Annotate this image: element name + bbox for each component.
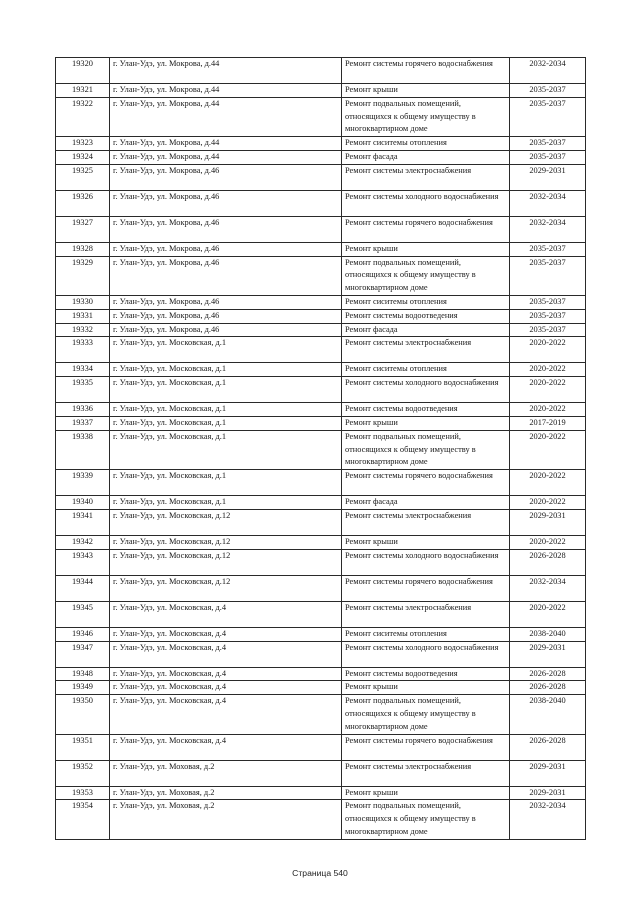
work-type-cell: Ремонт системы водоотведения bbox=[342, 667, 510, 681]
address-cell: г. Улан-Удэ, ул. Московская, д.4 bbox=[110, 681, 342, 695]
work-type-cell: Ремонт системы горячего водоснабжения bbox=[342, 470, 510, 496]
work-type-cell: Ремонт системы холодного водоснабжения bbox=[342, 549, 510, 575]
period-cell: 2029-2031 bbox=[510, 164, 586, 190]
row-id-cell: 19327 bbox=[56, 216, 110, 242]
work-type-cell: Ремонт сиситемы отопления bbox=[342, 627, 510, 641]
row-id-cell: 19342 bbox=[56, 535, 110, 549]
table-row bbox=[56, 786, 586, 800]
period-cell: 2017-2019 bbox=[510, 416, 586, 430]
row-id-cell: 19348 bbox=[56, 667, 110, 681]
table-row bbox=[56, 295, 586, 309]
address-cell: г. Улан-Удэ, ул. Мокрова, д.44 bbox=[110, 137, 342, 151]
work-type-cell: Ремонт системы холодного водоснабжения bbox=[342, 641, 510, 667]
work-type-cell: Ремонт системы водоотведения bbox=[342, 403, 510, 417]
row-id-cell: 19338 bbox=[56, 430, 110, 469]
work-type-cell: Ремонт крыши bbox=[342, 681, 510, 695]
work-type-cell: Ремонт крыши bbox=[342, 786, 510, 800]
period-cell: 2035-2037 bbox=[510, 242, 586, 256]
address-cell: г. Улан-Удэ, ул. Мокрова, д.46 bbox=[110, 323, 342, 337]
work-type-cell: Ремонт системы горячего водоснабжения bbox=[342, 58, 510, 84]
address-cell: г. Улан-Удэ, ул. Московская, д.4 bbox=[110, 627, 342, 641]
period-cell: 2026-2028 bbox=[510, 667, 586, 681]
address-cell: г. Улан-Удэ, ул. Мокрова, д.46 bbox=[110, 216, 342, 242]
work-type-cell: Ремонт подвальных помещений, относящихся к общему имуществу в многоквартирном доме bbox=[342, 695, 510, 734]
work-type-cell: Ремонт системы электроснабжения bbox=[342, 337, 510, 363]
address-cell: г. Улан-Удэ, ул. Московская, д.4 bbox=[110, 667, 342, 681]
row-id-cell: 19343 bbox=[56, 549, 110, 575]
table-row bbox=[56, 681, 586, 695]
table-row bbox=[56, 377, 586, 403]
address-cell: г. Улан-Удэ, ул. Моховая, д.2 bbox=[110, 760, 342, 786]
row-id-cell: 19350 bbox=[56, 695, 110, 734]
period-cell: 2032-2034 bbox=[510, 216, 586, 242]
address-cell: г. Улан-Удэ, ул. Мокрова, д.46 bbox=[110, 164, 342, 190]
table-row bbox=[56, 470, 586, 496]
table-row bbox=[56, 323, 586, 337]
work-type-cell: Ремонт сиситемы отопления bbox=[342, 363, 510, 377]
work-type-cell: Ремонт системы электроснабжения bbox=[342, 509, 510, 535]
work-type-cell: Ремонт системы горячего водоснабжения bbox=[342, 216, 510, 242]
row-id-cell: 19349 bbox=[56, 681, 110, 695]
row-id-cell: 19329 bbox=[56, 256, 110, 295]
address-cell: г. Улан-Удэ, ул. Московская, д.4 bbox=[110, 695, 342, 734]
row-id-cell: 19320 bbox=[56, 58, 110, 84]
table-row bbox=[56, 403, 586, 417]
work-type-cell: Ремонт крыши bbox=[342, 535, 510, 549]
table-row bbox=[56, 760, 586, 786]
address-cell: г. Улан-Удэ, ул. Московская, д.1 bbox=[110, 363, 342, 377]
work-type-cell: Ремонт системы холодного водоснабжения bbox=[342, 377, 510, 403]
work-type-cell: Ремонт системы холодного водоснабжения bbox=[342, 190, 510, 216]
row-id-cell: 19324 bbox=[56, 150, 110, 164]
table-row bbox=[56, 309, 586, 323]
table-row bbox=[56, 58, 586, 84]
period-cell: 2020-2022 bbox=[510, 337, 586, 363]
address-cell: г. Улан-Удэ, ул. Моховая, д.2 bbox=[110, 800, 342, 839]
address-cell: г. Улан-Удэ, ул. Мокрова, д.46 bbox=[110, 256, 342, 295]
address-cell: г. Улан-Удэ, ул. Мокрова, д.46 bbox=[110, 309, 342, 323]
table-row bbox=[56, 509, 586, 535]
table-row bbox=[56, 667, 586, 681]
table-row bbox=[56, 416, 586, 430]
row-id-cell: 19334 bbox=[56, 363, 110, 377]
period-cell: 2020-2022 bbox=[510, 601, 586, 627]
table-row bbox=[56, 256, 586, 295]
row-id-cell: 19330 bbox=[56, 295, 110, 309]
address-cell: г. Улан-Удэ, ул. Московская, д.1 bbox=[110, 377, 342, 403]
work-type-cell: Ремонт подвальных помещений, относящихся к общему имуществу в многоквартирном доме bbox=[342, 97, 510, 136]
row-id-cell: 19321 bbox=[56, 84, 110, 98]
period-cell: 2032-2034 bbox=[510, 575, 586, 601]
work-type-cell: Ремонт фасада bbox=[342, 323, 510, 337]
row-id-cell: 19344 bbox=[56, 575, 110, 601]
period-cell: 2029-2031 bbox=[510, 509, 586, 535]
address-cell: г. Улан-Удэ, ул. Мокрова, д.44 bbox=[110, 150, 342, 164]
period-cell: 2020-2022 bbox=[510, 496, 586, 510]
period-cell: 2029-2031 bbox=[510, 760, 586, 786]
row-id-cell: 19323 bbox=[56, 137, 110, 151]
table-row bbox=[56, 575, 586, 601]
page-number: Страница 540 bbox=[292, 868, 348, 878]
row-id-cell: 19332 bbox=[56, 323, 110, 337]
table-row bbox=[56, 800, 586, 839]
row-id-cell: 19346 bbox=[56, 627, 110, 641]
period-cell: 2020-2022 bbox=[510, 363, 586, 377]
period-cell: 2038-2040 bbox=[510, 627, 586, 641]
row-id-cell: 19347 bbox=[56, 641, 110, 667]
work-type-cell: Ремонт крыши bbox=[342, 84, 510, 98]
period-cell: 2020-2022 bbox=[510, 403, 586, 417]
work-type-cell: Ремонт системы электроснабжения bbox=[342, 164, 510, 190]
work-type-cell: Ремонт системы горячего водоснабжения bbox=[342, 734, 510, 760]
address-cell: г. Улан-Удэ, ул. Мокрова, д.46 bbox=[110, 190, 342, 216]
work-type-cell: Ремонт сиситемы отопления bbox=[342, 295, 510, 309]
period-cell: 2026-2028 bbox=[510, 734, 586, 760]
row-id-cell: 19336 bbox=[56, 403, 110, 417]
period-cell: 2029-2031 bbox=[510, 641, 586, 667]
table-row bbox=[56, 496, 586, 510]
period-cell: 2035-2037 bbox=[510, 97, 586, 136]
period-cell: 2035-2037 bbox=[510, 137, 586, 151]
address-cell: г. Улан-Удэ, ул. Московская, д.1 bbox=[110, 496, 342, 510]
period-cell: 2020-2022 bbox=[510, 377, 586, 403]
table-row bbox=[56, 363, 586, 377]
period-cell: 2032-2034 bbox=[510, 800, 586, 839]
period-cell: 2026-2028 bbox=[510, 681, 586, 695]
address-cell: г. Улан-Удэ, ул. Московская, д.12 bbox=[110, 549, 342, 575]
table-row bbox=[56, 242, 586, 256]
address-cell: г. Улан-Удэ, ул. Московская, д.12 bbox=[110, 535, 342, 549]
address-cell: г. Улан-Удэ, ул. Мокрова, д.44 bbox=[110, 97, 342, 136]
table-row bbox=[56, 549, 586, 575]
address-cell: г. Улан-Удэ, ул. Мокрова, д.44 bbox=[110, 58, 342, 84]
period-cell: 2035-2037 bbox=[510, 150, 586, 164]
row-id-cell: 19354 bbox=[56, 800, 110, 839]
period-cell: 2035-2037 bbox=[510, 84, 586, 98]
work-type-cell: Ремонт фасада bbox=[342, 496, 510, 510]
period-cell: 2035-2037 bbox=[510, 256, 586, 295]
address-cell: г. Улан-Удэ, ул. Московская, д.12 bbox=[110, 509, 342, 535]
work-type-cell: Ремонт подвальных помещений, относящихся к общему имуществу в многоквартирном доме bbox=[342, 430, 510, 469]
table-row bbox=[56, 601, 586, 627]
repair-schedule-table bbox=[55, 57, 586, 840]
table-row bbox=[56, 337, 586, 363]
table-row bbox=[56, 535, 586, 549]
period-cell: 2020-2022 bbox=[510, 470, 586, 496]
period-cell: 2029-2031 bbox=[510, 786, 586, 800]
row-id-cell: 19326 bbox=[56, 190, 110, 216]
work-type-cell: Ремонт системы электроснабжения bbox=[342, 601, 510, 627]
address-cell: г. Улан-Удэ, ул. Московская, д.1 bbox=[110, 430, 342, 469]
work-type-cell: Ремонт фасада bbox=[342, 150, 510, 164]
address-cell: г. Улан-Удэ, ул. Московская, д.12 bbox=[110, 575, 342, 601]
table-row bbox=[56, 84, 586, 98]
row-id-cell: 19353 bbox=[56, 786, 110, 800]
period-cell: 2038-2040 bbox=[510, 695, 586, 734]
address-cell: г. Улан-Удэ, ул. Мокрова, д.46 bbox=[110, 295, 342, 309]
address-cell: г. Улан-Удэ, ул. Мокрова, д.46 bbox=[110, 242, 342, 256]
table-row bbox=[56, 216, 586, 242]
work-type-cell: Ремонт подвальных помещений, относящихся к общему имуществу в многоквартирном доме bbox=[342, 256, 510, 295]
address-cell: г. Улан-Удэ, ул. Московская, д.4 bbox=[110, 641, 342, 667]
address-cell: г. Улан-Удэ, ул. Московская, д.1 bbox=[110, 337, 342, 363]
work-type-cell: Ремонт системы электроснабжения bbox=[342, 760, 510, 786]
address-cell: г. Улан-Удэ, ул. Московская, д.4 bbox=[110, 734, 342, 760]
table-row bbox=[56, 97, 586, 136]
period-cell: 2035-2037 bbox=[510, 309, 586, 323]
table-row bbox=[56, 190, 586, 216]
table-row bbox=[56, 164, 586, 190]
row-id-cell: 19331 bbox=[56, 309, 110, 323]
row-id-cell: 19335 bbox=[56, 377, 110, 403]
period-cell: 2032-2034 bbox=[510, 58, 586, 84]
address-cell: г. Улан-Удэ, ул. Моховая, д.2 bbox=[110, 786, 342, 800]
period-cell: 2035-2037 bbox=[510, 323, 586, 337]
row-id-cell: 19345 bbox=[56, 601, 110, 627]
table-row bbox=[56, 627, 586, 641]
work-type-cell: Ремонт сиситемы отопления bbox=[342, 137, 510, 151]
period-cell: 2035-2037 bbox=[510, 295, 586, 309]
table-row bbox=[56, 734, 586, 760]
table-row bbox=[56, 695, 586, 734]
row-id-cell: 19325 bbox=[56, 164, 110, 190]
work-type-cell: Ремонт системы горячего водоснабжения bbox=[342, 575, 510, 601]
row-id-cell: 19351 bbox=[56, 734, 110, 760]
row-id-cell: 19340 bbox=[56, 496, 110, 510]
table-row bbox=[56, 150, 586, 164]
address-cell: г. Улан-Удэ, ул. Мокрова, д.44 bbox=[110, 84, 342, 98]
address-cell: г. Улан-Удэ, ул. Московская, д.1 bbox=[110, 403, 342, 417]
period-cell: 2026-2028 bbox=[510, 549, 586, 575]
row-id-cell: 19341 bbox=[56, 509, 110, 535]
row-id-cell: 19322 bbox=[56, 97, 110, 136]
period-cell: 2020-2022 bbox=[510, 430, 586, 469]
row-id-cell: 19333 bbox=[56, 337, 110, 363]
row-id-cell: 19339 bbox=[56, 470, 110, 496]
row-id-cell: 19328 bbox=[56, 242, 110, 256]
table-body bbox=[56, 58, 586, 840]
address-cell: г. Улан-Удэ, ул. Московская, д.4 bbox=[110, 601, 342, 627]
period-cell: 2020-2022 bbox=[510, 535, 586, 549]
work-type-cell: Ремонт крыши bbox=[342, 242, 510, 256]
table-row bbox=[56, 430, 586, 469]
address-cell: г. Улан-Удэ, ул. Московская, д.1 bbox=[110, 416, 342, 430]
work-type-cell: Ремонт системы водоотведения bbox=[342, 309, 510, 323]
work-type-cell: Ремонт крыши bbox=[342, 416, 510, 430]
address-cell: г. Улан-Удэ, ул. Московская, д.1 bbox=[110, 470, 342, 496]
row-id-cell: 19337 bbox=[56, 416, 110, 430]
work-type-cell: Ремонт подвальных помещений, относящихся к общему имуществу в многоквартирном доме bbox=[342, 800, 510, 839]
period-cell: 2032-2034 bbox=[510, 190, 586, 216]
row-id-cell: 19352 bbox=[56, 760, 110, 786]
table-row bbox=[56, 137, 586, 151]
table-row bbox=[56, 641, 586, 667]
